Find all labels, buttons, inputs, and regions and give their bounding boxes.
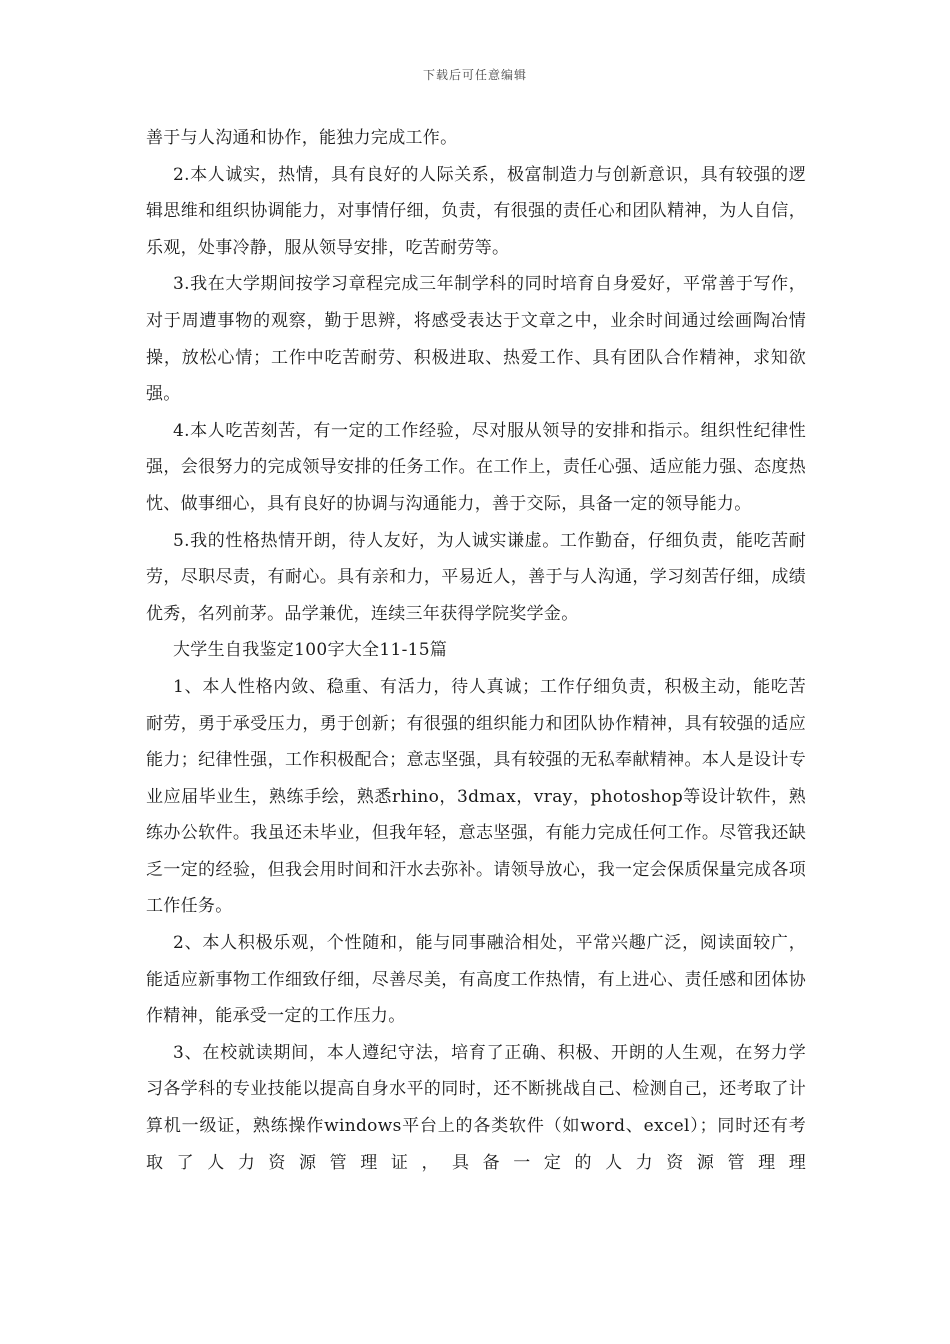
paragraph: 3.我在大学期间按学习章程完成三年制学科的同时培育自身爱好，平常善于写作，对于周遭事物的观察，勤于思辨，将感受表达于文章之中，业余时间通过绘画陶冶情操，放松心情；工作中吃苦耐劳、积极进取、热爱工作、具有团队合作精神，求知欲强。	[146, 274, 806, 405]
paragraph: 5.我的性格热情开朗，待人友好，为人诚实谦虚。工作勤奋，仔细负责，能吃苦耐劳，尽职尽责，有耐心。具有亲和力，平易近人，善于与人沟通，学习刻苦仔细，成绩优秀，名列前茅。品学兼优，连续三年获得学院奖学金。	[146, 530, 806, 624]
paragraph: 2、本人积极乐观，个性随和，能与同事融洽相处，平常兴趣广泛，阅读面较广，能适应新事物工作细致仔细，尽善尽美，有高度工作热情，有上进心、责任感和团体协作精神，能承受一定的工作压力。	[146, 933, 806, 1027]
paragraph: 4.本人吃苦刻苦，有一定的工作经验，尽对服从领导的安排和指示。组织性纪律性强，会很努力的完成领导安排的任务工作。在工作上，责任心强、适应能力强、态度热忱、做事细心，具有良好的协调与沟通能力，善于交际，具备一定的领导能力。	[146, 420, 806, 514]
paragraph: 3、在校就读期间，本人遵纪守法，培育了正确、积极、开朗的人生观，在努力学习各学科的专业技能以提高自身水平的同时，还不断挑战自己、检测自己，还考取了计算机一级证，熟练操作windows平台上的各类软件（如word、excel）；同时还有考取了人力资源管理证，具备一定的人力资源管理理	[146, 1042, 806, 1173]
header-note: 下载后可任意编辑	[422, 68, 527, 82]
paragraph: 2.本人诚实，热情，具有良好的人际关系，极富制造力与创新意识，具有较强的逻辑思维和组织协调能力，对事情仔细，负责，有很强的责任心和团队精神，为人自信，乐观，处事冷静，服从领导安排，吃苦耐劳等。	[146, 164, 806, 258]
paragraph: 善于与人沟通和协作，能独力完成工作。	[146, 128, 458, 148]
paragraph: 1、本人性格内敛、稳重、有活力，待人真诚；工作仔细负责，积极主动，能吃苦耐劳，勇于承受压力，勇于创新；有很强的组织能力和团队协作精神，具有较强的适应能力；纪律性强，工作积极配合；意志坚强，具有较强的无私奉献精神。本人是设计专业应届毕业生，熟练手绘，熟悉rhino，3dmax，vray，photoshop等设计软件，熟练办公软件。我虽还未毕业，但我年轻，意志坚强，有能力完成任何工作。尽管我还缺乏一定的经验，但我会用时间和汗水去弥补。请领导放心，我一定会保质保量完成各项工作任务。	[146, 676, 806, 917]
document-body	[146, 120, 806, 1181]
section-heading: 大学生自我鉴定100字大全11-15篇	[173, 640, 448, 661]
